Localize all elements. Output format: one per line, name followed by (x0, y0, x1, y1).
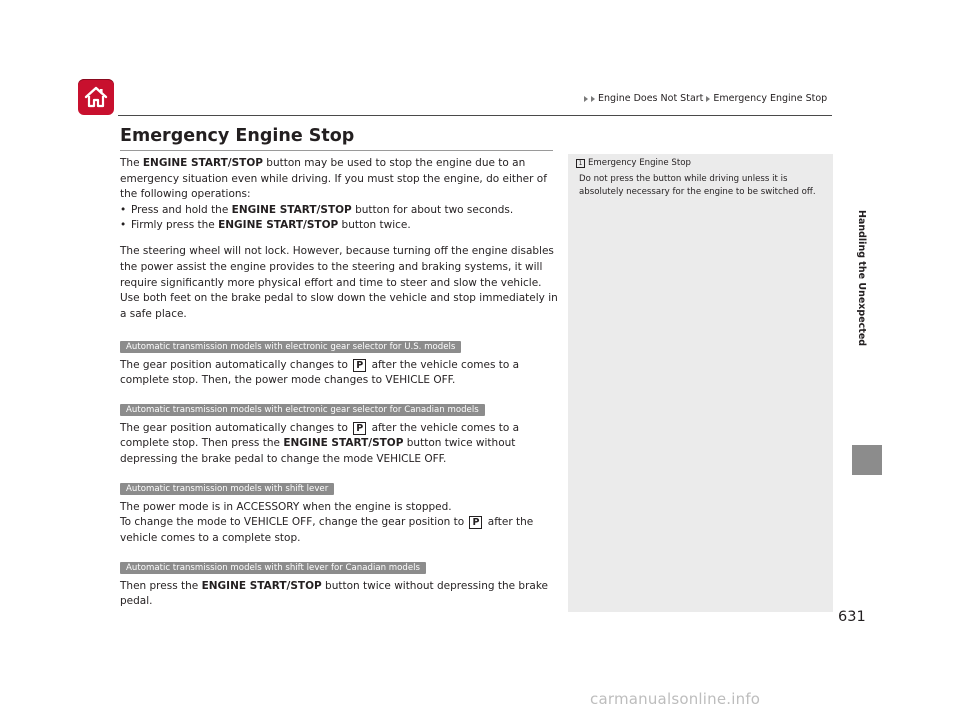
home-icon (84, 86, 108, 108)
breadcrumb-item-engine-does-not-start[interactable]: Engine Does Not Start (598, 93, 704, 104)
list-item (120, 203, 558, 219)
engine-start-stop-label: ENGINE START/STOP (231, 203, 352, 216)
intro-paragraph (120, 156, 558, 203)
text-run: The gear position automatically changes to (120, 358, 352, 371)
breadcrumb (584, 93, 827, 104)
page-title: Emergency Engine Stop (120, 126, 355, 146)
condition-tag: Automatic transmission models with electronic gear selector for Canadian models (120, 404, 485, 416)
list-item (120, 218, 558, 234)
breadcrumb-arrow-icon (591, 96, 595, 102)
shift-lever-paragraph-2 (120, 515, 558, 546)
engine-start-stop-label: ENGINE START/STOP (283, 437, 404, 450)
gear-p-icon: P (469, 516, 482, 529)
note-text: Do not press the button while driving unless it is absolutely necessary for the engine to be switched off. (579, 174, 816, 198)
text-run: button twice. (338, 219, 411, 232)
text-run: The gear position automatically changes to (120, 421, 352, 434)
text-run: after the vehicle comes to a complete stop. Then press the (120, 421, 520, 450)
canadian-models-paragraph (120, 421, 558, 468)
chapter-tab-label: Handling the Unexpected (856, 210, 867, 347)
condition-tag: Automatic transmission models with shift lever for Canadian models (120, 562, 426, 574)
condition-tag: Automatic transmission models with electronic gear selector for U.S. models (120, 341, 461, 353)
breadcrumb-arrow-icon (584, 96, 588, 102)
header-divider (118, 115, 832, 116)
engine-start-stop-label: ENGINE START/STOP (218, 219, 339, 232)
reference-mark-icon: 1 (576, 159, 585, 168)
text-run: Then press the (120, 579, 202, 592)
condition-tag: Automatic transmission models with shift lever (120, 483, 334, 495)
breadcrumb-item-emergency-engine-stop: Emergency Engine Stop (713, 93, 828, 104)
engine-start-stop-label: ENGINE START/STOP (142, 157, 263, 169)
watermark: carmanualsonline.info (590, 690, 761, 708)
text-run: The (120, 157, 143, 169)
shift-lever-paragraph: The power mode is in ACCESSORY when the engine is stopped. (120, 500, 452, 513)
home-button[interactable] (78, 79, 114, 115)
text-run: after the vehicle comes to a complete stop. (120, 516, 534, 544)
note-panel (568, 154, 833, 612)
note-title-text: Emergency Engine Stop (588, 158, 691, 168)
engine-start-stop-label: ENGINE START/STOP (201, 579, 322, 592)
gear-p-icon: P (353, 359, 366, 372)
chapter-marker (852, 445, 882, 475)
gear-p-icon: P (353, 422, 366, 435)
breadcrumb-arrow-icon (706, 96, 710, 102)
text-run: button twice without depressing the brake pedal. (120, 579, 549, 608)
text-run: button twice without depressing the brake pedal to change the mode VEHICLE OFF. (120, 437, 516, 465)
title-divider (120, 150, 553, 151)
steering-paragraph: The steering wheel will not lock. However, because turning off the engine disables the power assist the engine provides to the steering and braking systems, it will require significantly more physical effort and time to steer and slow the vehicle. Use both feet on the brake pedal to slow down the vehicle and stop immediately in a safe place. (120, 245, 558, 320)
text-run: To change the mode to VEHICLE OFF, change the gear position to (120, 516, 468, 529)
shift-lever-canadian-paragraph (120, 579, 558, 610)
text-run: button may be used to stop the engine due to an emergency situation even while driving. If you must stop the engine, do either of the following operations: (120, 157, 547, 201)
text-run: button for about two seconds. (351, 203, 514, 216)
text-run: after the vehicle comes to a complete stop. Then, the power mode changes to VEHICLE OFF. (120, 358, 520, 387)
note-title (576, 158, 691, 168)
chapter-tab[interactable] (852, 115, 882, 445)
page-number: 631 (838, 609, 866, 625)
text-run: Firmly press the (131, 219, 219, 232)
us-models-paragraph (120, 358, 558, 389)
text-run: Press and hold the (131, 203, 232, 216)
main-content (120, 156, 558, 610)
